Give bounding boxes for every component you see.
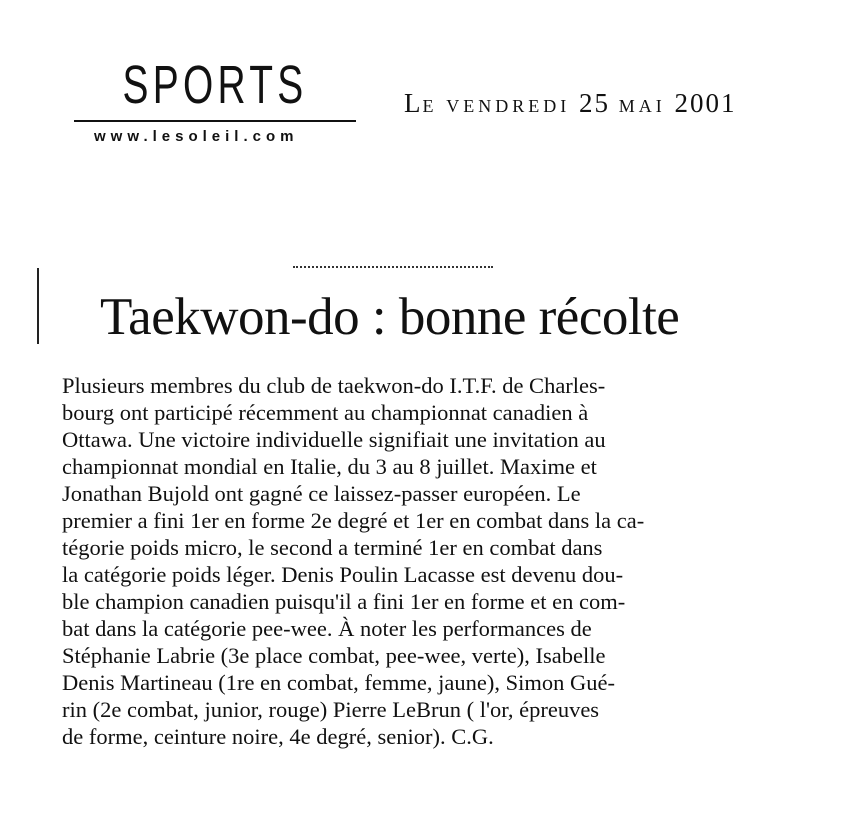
article-line: ble champion canadien puisqu'il a fini 1er en forme et en com- (62, 589, 626, 614)
article-line: tégorie poids micro, le second a terminé 1er en combat dans (62, 535, 603, 560)
dotted-separator (293, 266, 493, 268)
article-line: la catégorie poids léger. Denis Poulin Lacasse est devenu dou- (62, 562, 624, 587)
website-url: www.lesoleil.com (94, 128, 299, 145)
dateline-year: 2001 (674, 88, 737, 118)
article-line: de forme, ceinture noire, 4e degré, senior). C.G. (62, 724, 494, 749)
article-line: championnat mondial en Italie, du 3 au 8 juillet. Maxime et (62, 454, 597, 479)
article-line: Ottawa. Une victoire individuelle signifiait une invitation au (62, 427, 606, 452)
article-line: Denis Martineau (1re en combat, femme, jaune), Simon Gué- (62, 670, 615, 695)
article-body (62, 372, 742, 750)
dateline-month: MAI (618, 96, 666, 116)
masthead (74, 55, 356, 145)
article-line: bat dans la catégorie pee-wee. À noter les performances de (62, 616, 592, 641)
section-title: SPORTS (122, 55, 308, 115)
article-line: premier a fini 1er en forme 2e degré et 1er en combat dans la ca- (62, 508, 645, 533)
dateline-day: 25 (579, 88, 610, 118)
dateline (404, 88, 737, 119)
article-line: rin (2e combat, junior, rouge) Pierre LeBrun ( l'or, épreuves (62, 697, 600, 722)
article-line: Jonathan Bujold ont gagné ce laissez-passer européen. Le (62, 481, 581, 506)
margin-rule (37, 268, 39, 344)
article-headline: Taekwon-do : bonne récolte (100, 288, 680, 346)
article-line: bourg ont participé récemment au championnat canadien à (62, 400, 589, 425)
masthead-divider (74, 120, 356, 122)
dateline-weekday: VENDREDI (446, 96, 571, 116)
article-line: Plusieurs membres du club de taekwon-do I.T.F. de Charles- (62, 373, 606, 398)
article-line: Stéphanie Labrie (3e place combat, pee-wee, verte), Isabelle (62, 643, 606, 668)
dateline-initial: L (404, 88, 423, 118)
dateline-article-rest: E (422, 96, 438, 116)
